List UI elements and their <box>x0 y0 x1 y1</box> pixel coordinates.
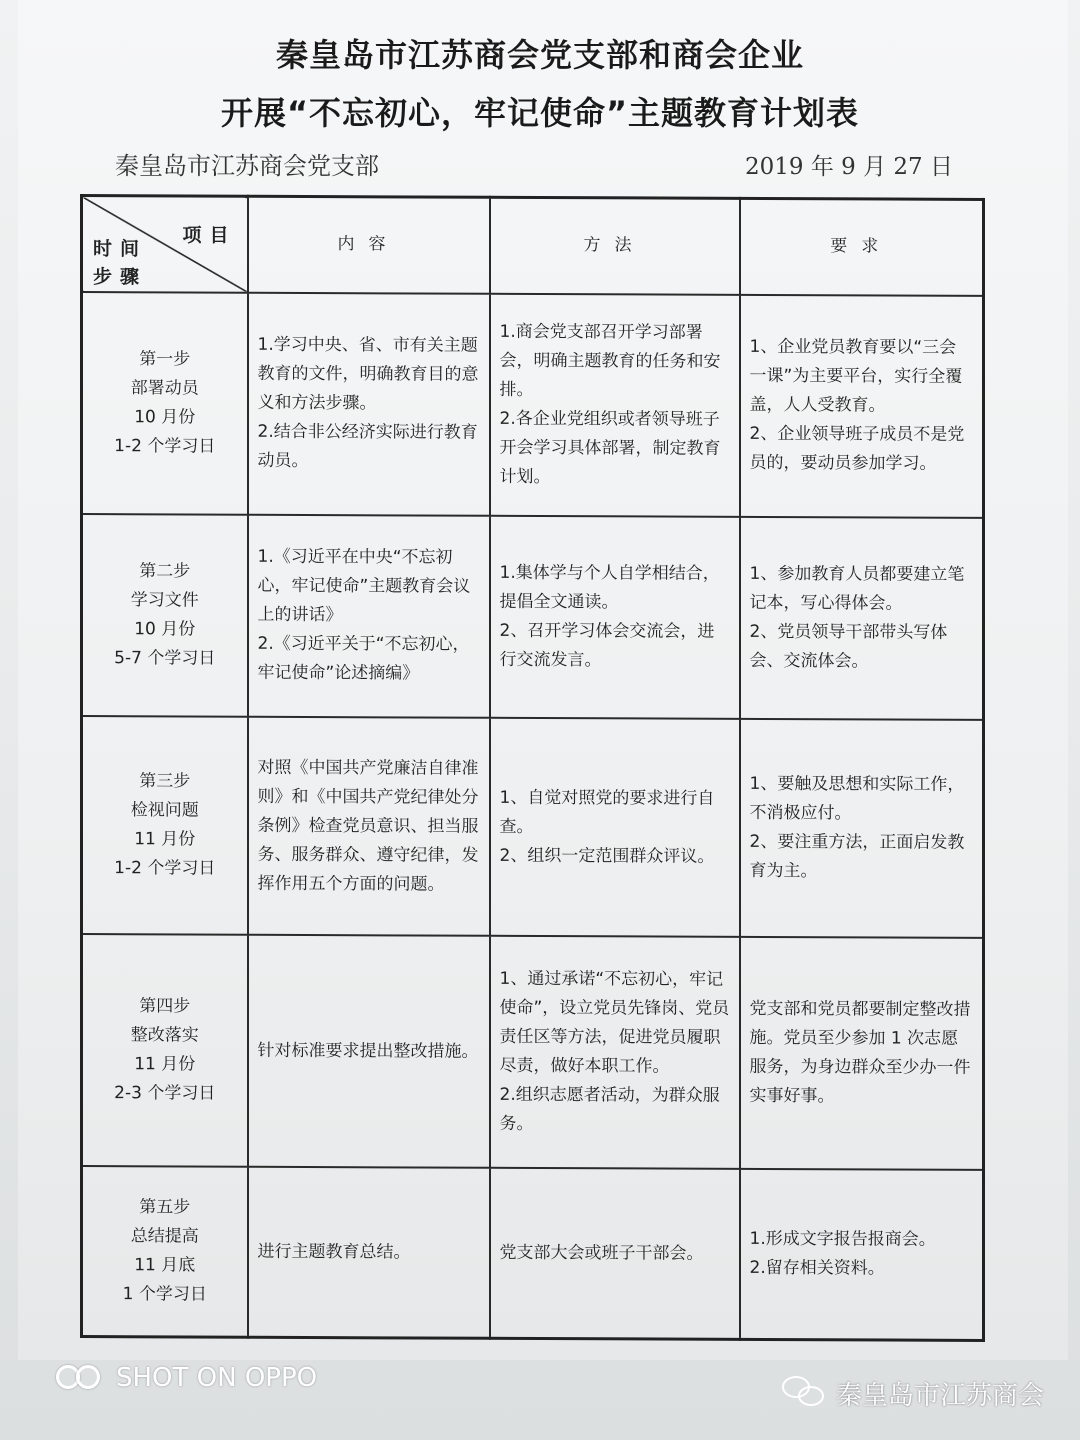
header-requirement: 要求 <box>740 198 984 295</box>
step-name: 总结提高 <box>130 1226 199 1247</box>
plan-table <box>80 194 985 1342</box>
step-month: 11 月底 <box>134 1255 196 1276</box>
step-days: 1-2 个学习日 <box>114 435 216 457</box>
corner-time-label: 时间 <box>93 238 148 261</box>
table-row <box>82 934 984 1170</box>
oppo-rings-icon <box>56 1364 106 1392</box>
wechat-icon <box>782 1376 826 1410</box>
table-row <box>82 514 984 720</box>
step-name: 检视问题 <box>130 800 199 821</box>
content-cell: 1.学习中央、省、市有关主题教育的文件，明确教育目的意义和方法步骤。 2.结合非公经济实际进行教育动员。 <box>248 292 490 515</box>
camera-watermark-text: SHOT ON OPPO <box>116 1363 318 1393</box>
step-cell <box>82 1166 248 1337</box>
step-name: 整改落实 <box>130 1025 199 1046</box>
step-number: 第三步 <box>139 771 191 792</box>
method-cell: 1.集体学与个人自学相结合，提倡全文通读。 2、召开学习体会交流会，进行交流发言。 <box>490 516 740 719</box>
step-number: 第二步 <box>139 561 191 582</box>
step-days: 2-3 个学习日 <box>114 1083 216 1104</box>
content-cell: 针对标准要求提出整改措施。 <box>248 935 490 1168</box>
corner-step-label: 步骤 <box>93 266 148 289</box>
table-row <box>82 292 984 518</box>
requirement-cell: 1、参加教育人员都要建立笔记本，写心得体会。 2、党员领导干部带头写体会、交流体会。 <box>740 517 984 720</box>
step-days: 5-7 个学习日 <box>114 647 216 669</box>
document-title-line1: 秦皇岛市江苏商会党支部和商会企业 <box>275 36 804 74</box>
step-days: 1-2 个学习日 <box>114 858 216 879</box>
camera-watermark <box>56 1360 317 1396</box>
step-cell <box>82 292 248 515</box>
corner-header-cell <box>82 196 248 293</box>
method-cell: 1、通过承诺“不忘初心，牢记使命”，设立党员先锋岗、党员责任区等方法，促进党员履职尽责，做好本职工作。 2.组织志愿者活动，为群众服务。 <box>490 936 740 1169</box>
requirement-cell: 1、要触及思想和实际工作，不消极应付。 2、要注重方法，正面启发教育为主。 <box>740 719 984 938</box>
header-method: 方法 <box>490 197 740 294</box>
step-month: 10 月份 <box>134 406 196 428</box>
step-number: 第五步 <box>139 1197 191 1218</box>
account-watermark-text: 秦皇岛市江苏商会 <box>835 1380 1044 1411</box>
step-number: 第一步 <box>139 348 191 370</box>
step-cell <box>82 934 248 1167</box>
content-cell: 对照《中国共产党廉洁自律准则》和《中国共产党纪律处分条例》检查党员意识、担当服务、服务群众、遵守纪律，发挥作用五个方面的问题。 <box>248 717 490 936</box>
requirement-cell: 1、企业党员教育要以“三会一课”为主要平台，实行全覆盖，人人受教育。 2、企业领导班子成员不是党员的，要动员参加学习。 <box>740 294 984 517</box>
step-month: 11 月份 <box>134 829 196 850</box>
step-cell <box>82 716 248 935</box>
issuer-name: 秦皇岛市江苏商会党支部 <box>115 152 379 180</box>
document-date: 2019 年 9 月 27 日 <box>745 154 953 180</box>
header-content: 内容 <box>248 196 490 293</box>
step-name: 部署动员 <box>130 377 199 399</box>
account-watermark <box>782 1373 1044 1413</box>
document-title-line2: 开展“不忘初心，牢记使命”主题教育计划表 <box>220 94 860 132</box>
step-number: 第四步 <box>139 996 191 1017</box>
step-month: 10 月份 <box>134 619 196 640</box>
method-cell: 党支部大会或班子干部会。 <box>490 1168 740 1339</box>
content-cell: 1.《习近平在中央“不忘初心，牢记使命”主题教育会议上的讲话》 2.《习近平关于“不忘初心，牢记使命”论述摘编》 <box>248 514 490 717</box>
requirement-cell: 1.形成文字报告报商会。 2.留存相关资料。 <box>740 1169 984 1340</box>
step-month: 11 月份 <box>134 1054 196 1075</box>
step-days: 1 个学习日 <box>122 1284 207 1305</box>
step-cell <box>82 514 248 717</box>
table-row <box>82 716 984 938</box>
table-header-row <box>82 196 984 296</box>
method-cell: 1.商会党支部召开学习部署会，明确主题教育的任务和安排。 2.各企业党组织或者领导班子开会学习具体部署，制定教育计划。 <box>490 293 740 516</box>
corner-item-label: 项目 <box>182 224 237 247</box>
requirement-cell: 党支部和党员都要制定整改措施。党员至少参加 1 次志愿服务，为身边群众至少办一件实事好事。 <box>740 937 984 1170</box>
step-name: 学习文件 <box>130 590 199 611</box>
table-row <box>82 1166 984 1340</box>
content-cell: 进行主题教育总结。 <box>248 1167 490 1338</box>
method-cell: 1、自觉对照党的要求进行自查。 2、组织一定范围群众评议。 <box>490 718 740 937</box>
